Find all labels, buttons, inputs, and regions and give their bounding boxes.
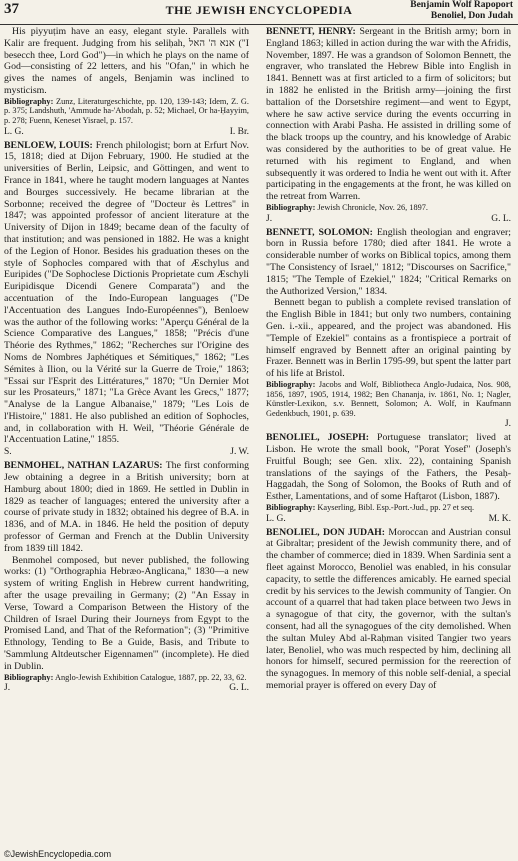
bibliography: [4, 673, 249, 683]
left-column: [4, 26, 249, 846]
entry-title: BENOLIEL, DON JUDAH:: [266, 526, 386, 538]
signature-right: G. L.: [491, 213, 511, 224]
bibliography-label: Bibliography:: [266, 503, 316, 513]
entry-benloew: [4, 140, 249, 447]
bibliography: [266, 203, 511, 213]
signature-right: J. W.: [230, 447, 249, 458]
entry-title: BENNETT, SOLOMON:: [266, 226, 373, 238]
signature-right: J.: [504, 419, 511, 430]
running-head-line-2: Benoliel, Don Judah: [430, 11, 513, 21]
signature-left: J.: [266, 213, 273, 224]
bibliography-label: Bibliography:: [266, 202, 316, 212]
bibliography-text: Jewish Chronicle, Nov. 26, 1897.: [317, 202, 428, 212]
signature-line: [266, 213, 511, 225]
bibliography-text: Anglo-Jewish Exhibition Catalogue, 1887, pp. 22, 33, 62.: [54, 672, 247, 682]
signature-line: [4, 682, 249, 694]
signature-right: I. Br.: [229, 126, 249, 137]
entry-title: BENMOHEL, NATHAN LAZARUS:: [4, 460, 163, 472]
bibliography-text: Jacobs and Wolf, Bibliotheca Anglo-Judaica, Nos. 908, 1856, 1897, 1905, 1914, 1982; Ben Chananja, iv. 1861, No. 1; Nagler, Künstler-Lexikon, s.v. Bennett, Solomon; A. Wolf, in Kaufmann Gedenkbuch, 1901, p. 639.: [266, 379, 511, 418]
entry-text: Moroccan and Austrian consul at Gibraltar; president of the Jewish community there, and of the chamber of commerce; died in 1839. When Sardinia sent a fleet against Morocco, Benoliel was enabled, in his consular capacity, to settle the differences amicably. He earned special credit by his services to the Jewish community of Tangier. On account of a quarrel that had taken place between two Jews in a synagogue of that city, the governor, with the sultan's consent, had all the synagogues of the city demolished. When the sultan Muley Abd al-Raḥman visited Tangier two years later, Benoliel, who was much respected by him, declining all honors for himself, secured permission for the reerection of the synagogues. In memory of this noble self-denial, a special memorial prayer is offered on every Day of: [266, 526, 511, 692]
entry-text: Portuguese translator; lived at Lisbon. He wrote the small book, "Porat Yosef" (Joseph's Fruitful Bough; see Gen. xlix. 22), containing Spanish translations of the sayings of the Fathers, the Pesaḥ-Haggadah, the Song of Solomon, the Books of Ruth and of Esther, Lamentations, and of some Hafṭarot (Lisbon, 1887).: [266, 432, 511, 503]
entry-bennett-solomon: [266, 227, 511, 298]
copyright-footer: ©JewishEncyclopedia.com: [4, 849, 112, 859]
intro-paragraph: His piyyuṭim have an easy, elegant style. Parallels with Kalir are frequent. Judging from his seliḥah, אנא ה' האל ("I besecch thee, Lord God")—in which he plays on the name of God—consisting of 22 letters, and his "Ofan," in which he gives the names of angels, Benjamin was inclined to mysticism.: [4, 26, 249, 96]
page-header: [0, 0, 518, 25]
bibliography-label: Bibliography:: [266, 379, 316, 389]
entry-paragraph: Bennett began to publish a complete revised translation of the English Bible in 1841; but only two numbers, containing Gen. i.-xii., appeared, and the project was abandoned. His "Temple of Ezekiel" contains as a frontispiece a portrait of himself engraved by Bennett after an original painting by Frazer. Bennett was in Berlin 1795-99, but spent the latter part of his life at Bristol.: [266, 297, 511, 380]
entry-paragraph: Benmohel composed, but never published, the following works: (1) "Orthographia Hebræo-Anglicana," 1830—a new system of writing English in Hebrew current handwriting, after the usage prevailing in Germany; (2) "An Essay in Verse, Toward a Comparison Between the History of the Children of Israel During their Journeys from Egypt to the Promised Land, and That of the Reformation"; (3) "Primitive Ethnology, Tending to Be a Guide, Basis, and Tribute to 'Sammlung Altdeutscher Eigennamen'" (incomplete). He died in Dublin.: [4, 554, 249, 672]
running-title: THE JEWISH ENCYCLOPEDIA: [165, 3, 353, 17]
entry-bennett-henry: [266, 26, 511, 203]
entry-title: BENNETT, HENRY:: [266, 26, 356, 37]
bibliography-text: Kayserling, Bibl. Esp.-Port.-Jud., pp. 27 et seq.: [317, 503, 475, 513]
entry-title: BENLOEW, LOUIS:: [4, 139, 93, 151]
signature-line: [4, 126, 249, 138]
entry-benmohel: [4, 460, 249, 554]
entry-benoliel-joseph: [266, 432, 511, 503]
signature-line: [266, 513, 511, 525]
signature-left: S.: [4, 447, 12, 458]
entry-text: Sergeant in the British army; born in England 1863; killed in action during the war with the Afridis, November, 1897. He was a grandson of Solomon Bennett, the engraver, who translated the Hebrew Bible into English in 1841. Bennett was at first articled to a firm of solicitors; but in 1882 he enlisted in the British army—joining the first battalion of the Dorsetshire regiment—and went to Egypt, where he saw active service during the events occurring in connection with Arabi Pasha. He assisted in drilling some of the black troops up the country, and his knowledge of Arabic was considered by the authorities to be of great value. He returned with his regiment to England, and when subsequently it was ordered to India he went out with it. After participating in the engagements at the front, he was killed on the retreat from Warren.: [266, 26, 511, 203]
signature-right: G. L.: [229, 683, 249, 694]
bibliography: [266, 503, 511, 513]
entry-benoliel-judah: [266, 527, 511, 692]
running-head-line-1: Benjamin Wolf Rapoport: [410, 0, 513, 10]
page-number: 37: [4, 1, 19, 17]
entry-text: The first conforming Jew obtaining a degree in a British university; born at Hamburg about 1800; died in 1869. He settled in Dublin in 1829 as teacher of languages; entered the university after a course of private study in 1832; obtained his degree of B.A. in 1836, and of M.A. in 1846. He held the position of deputy professor of German and French at the Dublin University from 1839 till 1842.: [4, 460, 249, 554]
signature-left: L. G.: [4, 126, 24, 137]
signature-line: [266, 418, 511, 430]
bibliography: [266, 380, 511, 418]
running-head: [410, 0, 513, 22]
signature-line: [4, 446, 249, 458]
entry-text: French philologist; born at Erfurt Nov. 15, 1818; died at Dijon February, 1900. He studied at the universities of Berlin, Leipsic, and Göttingen, and went to France in 1841, where he taught modern languages at Nantes and Bourges successively. He became librarian at the Sorbonne; received the degree of "Docteur ès Lettres" in 1847; was appointed professor of ancient literature at the University of Dijon in 1849; became dean of the faculty of that institution; and was pensioned in 1882. He was a knight of the Legion of Honor. Besides his graduation theses on the style of Sophocles compared with that of Æschylus and Euripides ("De Sophoclese Dictionis Proprietate cum Æschyli Euripidisque Dicendi Genere Comparata") and the accentuation of the Indo-European languages ("De l'Accentuation des Langues Indo-Européennes"), Benloew was the author of the following works: "Aperçu Général de la Science Comparative des Langues," 1858; "Précis d'une Théorie des Rythmes," 1862; "Recherches sur l'Origine des Noms de Nombres Japhétiques et Sémitiques," 1862; "Les Sémites à Ilion, ou la Vérité sur la Guerre de Troie," 1863; "Essai sur l'Esprit des Littératures," 1870; "Un Dernier Mot sur les Prosateurs," 1871; "La Grèce Avant les Grecs," 1877; "Analyse de la Langue Albanaise," 1879; "Les Lois de l'Histoire," 1881. He also published an edition of Sophocles, and, in collaboration with H. Weil, "Théorie Générale de l'Accentuation Latine," 1855.: [4, 139, 249, 446]
signature-right: M. K.: [488, 513, 511, 524]
signature-left: J.: [4, 683, 11, 694]
entry-title: BENOLIEL, JOSEPH:: [266, 432, 370, 444]
bibliography-label: Bibliography:: [4, 96, 54, 106]
bibliography-text: Zunz, Literaturgesch​ichte, pp. 120, 139-143; Idem, Z. G. p. 375; Landshuth, 'Ammude ha-'Abodah, p. 52; Michael, Or ha-Ḥayyim, p. 278; Fuenn, Keneset Yisrael, p. 157.: [4, 96, 249, 125]
signature-left: L. G.: [266, 513, 286, 524]
entry-text: English theologian and engraver; born in Russia before 1780; died after 1841. He wrote a considerable number of works on Biblical topics, among them "The Consistency of Israel," 1812; "Discourses on Sacrifice," 1815; "The Temple of Ezekiel," 1824; "Critical Remarks on the Authorized Version," 1834.: [266, 226, 511, 297]
right-column: [266, 26, 511, 846]
bibliography: [4, 97, 249, 126]
bibliography-label: Bibliography:: [4, 672, 54, 682]
